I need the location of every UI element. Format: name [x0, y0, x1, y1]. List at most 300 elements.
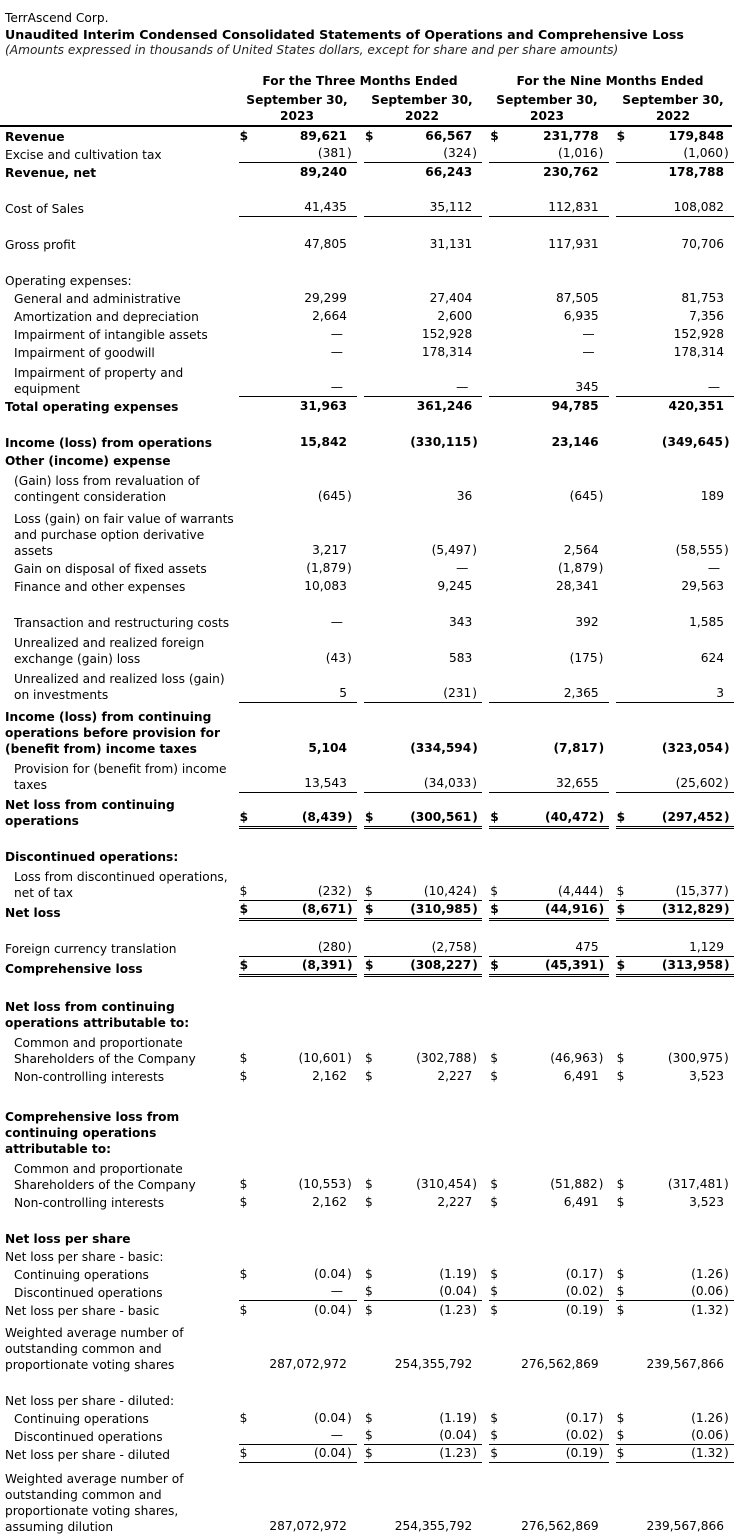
spacer-row — [0, 829, 734, 847]
column-gap — [609, 995, 616, 1031]
amount-value: 2,162 — [312, 1069, 347, 1083]
column-gap — [609, 1103, 616, 1157]
amount-value: 361,246 — [416, 399, 473, 413]
column-gap — [609, 307, 616, 325]
section-header-row — [0, 995, 734, 1031]
amount — [364, 650, 482, 667]
amount-cell — [489, 1319, 608, 1373]
amount-value: 392 — [575, 615, 599, 629]
currency-symbol: $ — [616, 884, 625, 898]
amount-value: — — [707, 380, 720, 394]
amount-value: (46,963 ) — [550, 1050, 608, 1066]
amount-cell — [239, 505, 357, 559]
amount-cell — [364, 361, 482, 397]
currency-symbol: $ — [616, 1303, 625, 1317]
line-item-row — [0, 163, 734, 181]
column-header-date — [488, 92, 606, 124]
currency-symbol: $ — [616, 1267, 625, 1281]
amount — [239, 398, 357, 415]
amount — [616, 1068, 734, 1085]
currency-symbol: $ — [364, 129, 374, 143]
amount — [364, 1176, 482, 1193]
amount-value: (0.06 ) — [691, 1427, 734, 1443]
amount-value: (10,553 ) — [299, 1176, 357, 1192]
amount-cell — [364, 145, 482, 163]
amount-cell — [364, 127, 482, 145]
row-label: Continuing operations — [14, 1268, 149, 1282]
column-gap — [357, 163, 364, 181]
amount — [364, 1302, 482, 1319]
amount-value: (232 ) — [318, 883, 357, 899]
column-header-month-day: September 30, — [496, 93, 598, 107]
period-header-nine-months: For the Nine Months Ended — [516, 74, 704, 88]
amount — [616, 1194, 734, 1211]
amount — [364, 1194, 482, 1211]
amount-value: 276,562,869 — [521, 1357, 599, 1371]
amount-cell — [489, 361, 608, 397]
row-label: Comprehensive loss — [5, 962, 143, 976]
amount-cell — [616, 1193, 734, 1211]
column-gap — [482, 595, 489, 631]
amount-cell — [489, 901, 608, 921]
column-header-date — [614, 92, 732, 124]
amount-cell — [489, 1427, 608, 1445]
column-gap — [357, 433, 364, 451]
amount — [616, 1050, 734, 1067]
column-gap — [609, 127, 616, 145]
amount-value: 178,314 — [421, 345, 473, 359]
row-label: Continuing operations — [14, 1412, 149, 1426]
amount-cell — [489, 163, 608, 181]
amount-cell — [239, 793, 357, 829]
amount — [364, 775, 482, 793]
column-gap — [482, 995, 489, 1031]
amount-value: 239,567,866 — [646, 1357, 724, 1371]
amount-value: 179,848 — [668, 129, 724, 143]
amount-value: 10,083 — [304, 579, 347, 593]
column-gap — [482, 235, 489, 253]
amount-value: 345 — [575, 380, 599, 394]
amount-value: (1.26 ) — [691, 1410, 734, 1426]
column-gap — [609, 1409, 616, 1427]
line-item-row — [0, 469, 734, 505]
column-gap — [609, 1247, 616, 1265]
amount — [239, 809, 357, 829]
amount-cell — [239, 235, 357, 253]
amount-value: (302,788 ) — [416, 1050, 482, 1066]
amount-cell — [489, 325, 608, 343]
amount-value: (4,444 ) — [558, 883, 609, 899]
column-gap — [482, 1193, 489, 1211]
column-header-year: 2022 — [405, 109, 439, 123]
currency-symbol: $ — [239, 1267, 248, 1281]
amount — [616, 1356, 734, 1373]
column-gap — [357, 1391, 364, 1409]
amount-cell — [616, 995, 734, 1031]
amount — [616, 560, 734, 577]
amount-value: (1,016 ) — [558, 145, 609, 161]
amount-value: 583 — [449, 651, 473, 665]
amount — [364, 1283, 482, 1301]
row-label: Finance and other expenses — [14, 580, 186, 594]
amount-value: 32,655 — [555, 776, 599, 790]
column-gap — [357, 939, 364, 957]
spacer-row — [0, 415, 734, 433]
row-label: Loss (gain) on fair value of warrants and purchase option derivative assets — [14, 512, 234, 558]
amount-cell — [239, 1319, 357, 1373]
amount-value: 87,505 — [555, 291, 599, 305]
amount-cell — [489, 793, 608, 829]
amount-cell — [364, 1301, 482, 1319]
amount — [364, 308, 482, 325]
column-gap — [609, 1193, 616, 1211]
column-gap — [609, 757, 616, 793]
amount-cell — [239, 325, 357, 343]
amount — [364, 740, 482, 757]
row-label: Total operating expenses — [5, 400, 179, 414]
currency-symbol: $ — [364, 1069, 373, 1083]
amount — [489, 1283, 608, 1301]
amount-cell — [239, 1247, 357, 1265]
amount-value: 31,131 — [429, 237, 473, 251]
spacer-cell — [0, 217, 734, 235]
column-gap — [357, 1031, 364, 1067]
amount-value: (15,377 ) — [676, 883, 734, 899]
amount-cell — [616, 127, 734, 145]
amount — [616, 308, 734, 325]
amount — [616, 883, 734, 901]
amount-cell — [364, 199, 482, 217]
amount — [489, 488, 608, 505]
amount-cell — [616, 1103, 734, 1157]
row-label: Net loss — [5, 906, 61, 920]
column-gap — [609, 1031, 616, 1067]
amount-cell — [239, 1427, 357, 1445]
amount — [616, 740, 734, 757]
amount-cell — [364, 1193, 482, 1211]
amount — [489, 1194, 608, 1211]
column-gap — [357, 577, 364, 595]
line-item-row — [0, 433, 734, 451]
column-gap — [609, 397, 616, 415]
amount — [239, 164, 357, 181]
spacer-row — [0, 921, 734, 939]
column-gap — [482, 1229, 489, 1247]
amount — [364, 434, 482, 451]
amount-value: — — [456, 561, 469, 575]
column-gap — [357, 865, 364, 901]
amount — [239, 199, 357, 217]
amount — [489, 326, 608, 343]
row-label: (Gain) loss from revaluation of contingent consideration — [14, 474, 200, 504]
amount-cell — [489, 271, 608, 289]
amount-value: 5 — [339, 686, 347, 700]
amount-value: (58,555 ) — [676, 542, 734, 558]
amount-cell — [239, 901, 357, 921]
currency-symbol: $ — [490, 1428, 499, 1442]
amount-cell — [364, 397, 482, 415]
currency-symbol: $ — [239, 1195, 248, 1209]
amount-value: 1,129 — [689, 940, 724, 954]
column-gap — [357, 595, 364, 631]
amount-cell — [616, 433, 734, 451]
amount — [239, 145, 357, 163]
amount-cell — [616, 757, 734, 793]
amount — [239, 1410, 357, 1427]
row-label: Cost of Sales — [5, 202, 85, 216]
amount-cell — [239, 343, 357, 361]
column-gap — [482, 847, 489, 865]
statement-body — [0, 127, 734, 1535]
amount-cell — [364, 631, 482, 667]
column-gap — [609, 595, 616, 631]
currency-symbol: $ — [490, 1195, 499, 1209]
amount-value: 89,240 — [299, 165, 347, 179]
column-gap — [609, 1229, 616, 1247]
currency-symbol: $ — [364, 902, 374, 916]
amount-cell — [364, 1319, 482, 1373]
amount-cell — [239, 271, 357, 289]
amount-value: 5,104 — [308, 741, 347, 755]
row-label: General and administrative — [14, 292, 181, 306]
amount-value: 117,931 — [548, 237, 599, 251]
amount-cell — [616, 1157, 734, 1193]
amount-cell — [239, 1265, 357, 1283]
section-header-row — [0, 1229, 734, 1247]
amount — [239, 740, 357, 757]
column-gap — [609, 1427, 616, 1445]
amount-cell — [239, 163, 357, 181]
column-gap — [482, 1157, 489, 1193]
amount-value: 89,621 — [299, 129, 347, 143]
amount-cell — [364, 1409, 482, 1427]
amount — [364, 614, 482, 631]
amount — [616, 290, 734, 307]
amount — [364, 1518, 482, 1535]
amount-cell — [616, 957, 734, 977]
amount — [239, 1068, 357, 1085]
amount-cell — [239, 433, 357, 451]
amount-cell — [239, 703, 357, 757]
column-gap — [609, 559, 616, 577]
amount-cell — [616, 271, 734, 289]
amount-value: (5,497 ) — [432, 542, 483, 558]
line-item-row — [0, 343, 734, 361]
amount — [364, 128, 482, 145]
column-gap — [482, 577, 489, 595]
column-gap — [609, 433, 616, 451]
row-label: Foreign currency translation — [5, 942, 177, 956]
amount-value: 6,491 — [563, 1069, 599, 1083]
amount-value: (10,424 ) — [424, 883, 482, 899]
currency-symbol: $ — [616, 902, 626, 916]
amount-value: 112,831 — [548, 200, 599, 214]
column-gap — [482, 939, 489, 957]
amount-value: (317,481 ) — [668, 1176, 734, 1192]
amount-value: (280 ) — [318, 939, 357, 955]
amount-value: 7,356 — [689, 309, 724, 323]
currency-symbol: $ — [239, 1303, 248, 1317]
row-label: Gross profit — [5, 238, 76, 252]
amount-cell — [489, 847, 608, 865]
amount-value: (300,561 ) — [410, 809, 482, 825]
amount-value: 2,227 — [437, 1069, 473, 1083]
amount-cell — [364, 433, 482, 451]
column-gap — [482, 325, 489, 343]
column-gap — [482, 559, 489, 577]
amount — [616, 379, 734, 397]
amount-cell — [489, 1301, 608, 1319]
amount — [489, 290, 608, 307]
amount-value: 3,523 — [689, 1195, 724, 1209]
column-gap — [482, 307, 489, 325]
amount-cell — [616, 1283, 734, 1301]
row-label: Operating expenses: — [5, 274, 132, 288]
amount-cell — [364, 939, 482, 957]
amount-value: 343 — [449, 615, 473, 629]
period-header-three-months: For the Three Months Ended — [262, 74, 458, 88]
amount-cell — [489, 703, 608, 757]
amount — [239, 1176, 357, 1193]
amount — [489, 1427, 608, 1445]
row-label: Income (loss) from continuing operations before provision for (benefit from) income taxes — [5, 710, 220, 756]
column-gap — [609, 939, 616, 957]
currency-symbol: $ — [490, 902, 499, 916]
spacer-row — [0, 181, 734, 199]
column-gap — [482, 127, 489, 145]
amount — [489, 614, 608, 631]
amount-cell — [616, 1427, 734, 1445]
amount — [239, 308, 357, 325]
column-gap — [609, 1265, 616, 1283]
amount-value: (25,602 ) — [676, 775, 734, 791]
amount-value: 28,341 — [555, 579, 599, 593]
column-gap — [482, 1463, 489, 1535]
column-gap — [609, 289, 616, 307]
amount — [489, 685, 608, 703]
column-gap — [357, 847, 364, 865]
amount-value: 41,435 — [304, 200, 347, 214]
amount-cell — [616, 1445, 734, 1463]
amount-value: — — [330, 327, 343, 341]
column-gap — [609, 1157, 616, 1193]
line-item-row — [0, 865, 734, 901]
amount-cell — [616, 343, 734, 361]
amount-value: — — [330, 615, 343, 629]
amount — [364, 379, 482, 397]
amount-cell — [489, 1157, 608, 1193]
column-gap — [357, 1301, 364, 1319]
amount-cell — [616, 199, 734, 217]
amount-cell — [364, 667, 482, 703]
amount-cell — [364, 163, 482, 181]
line-item-row — [0, 1157, 734, 1193]
column-gap — [609, 1067, 616, 1085]
amount-cell — [239, 289, 357, 307]
amount-value: (1,060 ) — [683, 145, 734, 161]
row-label: Loss from discontinued operations, net of tax — [14, 870, 228, 900]
amount — [616, 1302, 734, 1319]
amount-value: 231,778 — [543, 129, 599, 143]
amount-cell — [616, 577, 734, 595]
line-item-row — [0, 325, 734, 343]
row-label: Net loss per share — [5, 1232, 131, 1246]
column-gap — [357, 1427, 364, 1445]
amount-value: (300,975 ) — [668, 1050, 734, 1066]
amount-value: (1,879 ) — [558, 560, 609, 576]
amount-value: (1.19 ) — [439, 1410, 482, 1426]
amount-cell — [616, 163, 734, 181]
row-label: Other (income) expense — [5, 454, 171, 468]
amount-cell — [364, 451, 482, 469]
spacer-cell — [0, 415, 734, 433]
amount-value: 70,706 — [681, 237, 724, 251]
amount-cell — [364, 847, 482, 865]
column-gap — [357, 235, 364, 253]
amount — [364, 488, 482, 505]
amount-value: — — [582, 345, 595, 359]
amount-value: (0.19 ) — [566, 1445, 609, 1461]
amount — [364, 1445, 482, 1463]
amount-value: (0.19 ) — [566, 1302, 609, 1318]
amount — [364, 164, 482, 181]
currency-symbol: $ — [239, 1411, 248, 1425]
amount-cell — [616, 235, 734, 253]
column-gap — [609, 1445, 616, 1463]
amount-value: — — [330, 380, 343, 394]
row-label: Weighted average number of outstanding common and proportionate voting shares, assuming dilution — [5, 1472, 184, 1534]
line-item-row — [0, 1409, 734, 1427]
amount-value: 178,314 — [673, 345, 724, 359]
amount-cell — [616, 307, 734, 325]
column-gap — [609, 703, 616, 757]
line-item-row — [0, 127, 734, 145]
amount-cell — [364, 901, 482, 921]
amount-value: (0.17 ) — [566, 1266, 609, 1282]
column-gap — [482, 505, 489, 559]
amount-cell — [616, 1067, 734, 1085]
amount-value: 29,563 — [681, 579, 724, 593]
currency-symbol: $ — [616, 1051, 625, 1065]
amount-cell — [239, 1445, 357, 1463]
column-header-year: 2022 — [656, 109, 690, 123]
amount — [239, 290, 357, 307]
line-item-row — [0, 289, 734, 307]
amount-cell — [616, 1247, 734, 1265]
amount-value: 2,162 — [312, 1195, 347, 1209]
amount — [616, 685, 734, 703]
amount-value: (0.04 ) — [439, 1427, 482, 1443]
amount-value: (1.19 ) — [439, 1266, 482, 1282]
amount-value: (43 ) — [326, 650, 357, 666]
amount — [364, 809, 482, 829]
column-gap — [482, 361, 489, 397]
row-label: Common and proportionate Shareholders of the Company — [14, 1162, 196, 1192]
amount — [616, 1518, 734, 1535]
spacer-cell — [0, 829, 734, 847]
line-item-row — [0, 703, 734, 757]
line-item-row — [0, 667, 734, 703]
line-item-row — [0, 595, 734, 631]
column-header-date — [363, 92, 481, 124]
column-gap — [357, 1229, 364, 1247]
amount — [489, 1518, 608, 1535]
amount-value: (308,227 ) — [410, 957, 482, 973]
currency-symbol: $ — [490, 884, 499, 898]
amount — [616, 128, 734, 145]
amount-value: (1.32 ) — [691, 1302, 734, 1318]
amount — [364, 344, 482, 361]
